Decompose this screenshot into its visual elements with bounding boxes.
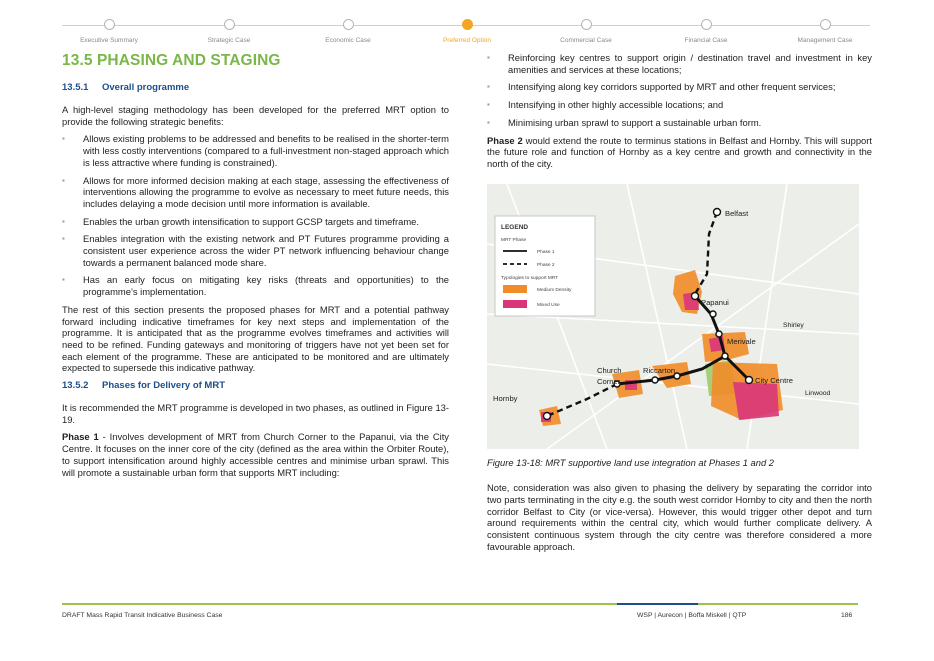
footer-authors: WSP | Aurecon | Boffa Miskell | QTP [637,612,747,619]
list-item-text: Enables the urban growth intensification to support GCSP targets and timeframe. [83,215,419,227]
bullet-icon: ▪ [62,175,65,185]
label-merivale: Merivale [727,336,756,346]
list-item [487,81,872,93]
step-label: Preferred Option [442,37,492,44]
label-church: Church [597,365,622,375]
note-paragraph: Note, consideration was also given to phasing the delivery by separating the corridor into two parts terminating in the city e.g. the south west corridor Hornby to city and then the north corridor Belfast to City (or vice-versa). However, this would trigger other depot and turn around requirements within the central city, which would further complicate delivery. A consistent continuous system through the city centre was therefore considered a more favourable approach. [487,482,872,552]
nav-step-management-case[interactable] [760,19,890,44]
intro-paragraph: A high-level staging methodology has been developed for the preferred MRT option to provide the following strategic benefits: [62,104,449,127]
list-item-text: Enables integration with the existing network and PT Futures programme providing a consistent user experience across the wider PT network influencing behaviour change towards a permanent balanced mode share. [83,233,449,268]
phase1-text: - Involves development of MRT from Church Corner to the Papanui, via the City Centre. It focuses on the inner core of the city (defined as the area within the Orbiter Route), to support intensification around highly accessible centres and minimise urban sprawl. This will promote a sustainable urban form that supports MRT including: [62,431,449,478]
step-label: Economic Case [325,37,371,44]
list-item-text: Intensifying along key corridors supported by MRT and other frequent services; [508,81,836,93]
subsection-title: Phases for Delivery of MRT [102,380,226,392]
step-label: Management Case [797,37,853,44]
step-dot [224,19,235,30]
bullet-icon: ▪ [62,234,65,244]
phase1-paragraph [62,431,449,478]
nav-step-preferred-option[interactable] [402,19,532,44]
step-label: Financial Case [684,37,728,44]
bullet-icon: ▪ [487,53,490,62]
list-item-text: Allows for more informed decision making at each stage, assessing the effectiveness of interventions allowing the programme to evolve as necessary to meet future needs, this includes delaying a mode decision until more information is available. [83,174,449,209]
legend-mixed-use-swatch [503,300,527,308]
label-shirley: Shirley [783,321,804,329]
legend-phase2-label: Phase 2 [537,262,555,268]
map-svg [487,184,859,449]
progress-nav [62,14,870,50]
label-corner: Corner [597,376,621,386]
phase2-paragraph [487,135,872,170]
step-label: Executive Summary [80,37,138,44]
list-item [62,216,449,228]
step-label: Commercial Case [560,37,612,44]
list-item [62,175,449,210]
subsection-heading-phases [62,380,449,391]
phase2-text: would extend the route to terminus stations in Belfast and Hornby. This will support the future role and function of Hornby as a key centre and growth and connectivity in the north of the city. [487,134,872,169]
step-dot [820,19,831,30]
nav-step-financial-case[interactable] [641,19,771,44]
list-item [487,117,872,129]
subsection-number: 13.5.1 [62,82,89,93]
figure-caption: Figure 13-18: MRT supportive land use integration at Phases 1 and 2 [487,456,774,468]
phase2-label: Phase 2 [487,134,523,146]
list-item-text: Has an early focus on mitigating key risks (threats and opportunities) to the programme’s implementation. [83,274,449,298]
bullet-icon: ▪ [487,100,490,110]
phase1-label: Phase 1 [62,431,99,443]
list-item-text: Intensifying in other highly accessible locations; and [508,99,724,111]
legend-medium-density-label: Medium Density [537,287,572,293]
bullet-icon: ▪ [62,216,65,226]
list-item [487,52,872,75]
label-hornby: Hornby [493,393,518,403]
footer-rule-green [62,603,617,605]
legend-typology-heading: Typologies to support MRT [501,275,559,281]
right-column [487,52,872,559]
step-dot [581,19,592,30]
nav-step-strategic-case[interactable] [164,19,294,44]
legend-medium-density-swatch [503,285,527,293]
label-riccarton: Riccarton [643,365,676,375]
bullet-icon: ▪ [487,82,490,92]
footer-document-title: DRAFT Mass Rapid Transit Indicative Business Case [62,612,223,619]
list-item-text: Allows existing problems to be addressed and benefits to be realised in the shorter-term with less costly interventions (compared to a full-investment non-staged approach which is less attractive where funding is constrained). [83,133,449,168]
bullet-icon: ▪ [487,117,490,127]
list-item [62,133,449,168]
page-number: 186 [841,612,853,619]
bullet-icon: ▪ [62,134,65,144]
bullet-icon: ▪ [62,275,65,285]
rest-paragraph: The rest of this section presents the proposed phases for MRT and a potential pathway forward including indicative timeframes for key next steps and implementation of the programme. It is anticipated that as the programme evolves timeframes and activities will need to be refined. Funding gateways and monitoring of triggers have not yet been set for each element of the programme. These are anticipated to be monitored and are ultimately expected to supersede this indicative pathway. [62,303,449,374]
step-dot [104,19,115,30]
subsection-number: 13.5.2 [62,380,89,392]
legend-phase-heading: MRT Phase [501,237,527,243]
list-item-text: Minimising urban sprawl to support a sustainable urban form. [508,116,762,128]
nav-step-commercial-case[interactable] [521,19,651,44]
left-column [62,52,449,484]
label-papanui: Papanui [701,297,729,307]
mrt-land-use-map [487,184,859,449]
step-dot [343,19,354,30]
subsection-heading-overall-programme [62,82,449,93]
section-title: 13.5 PHASING AND STAGING [62,52,281,69]
legend-title: LEGEND [501,223,529,231]
benefits-list [62,133,449,297]
nav-step-economic-case[interactable] [283,19,413,44]
legend-mixed-use-label: Mixed Use [537,302,560,308]
list-item [487,99,872,111]
list-item [62,274,449,297]
label-linwood: Linwood [805,389,831,397]
list-item-text: Reinforcing key centres to support origin / destination travel and investment in key amenities and services at these locations; [508,52,872,75]
subsection-title: Overall programme [102,82,190,93]
step-dot-active [462,19,473,30]
label-city-centre: City Centre [755,375,793,385]
step-label: Strategic Case [207,37,251,44]
nav-step-executive-summary[interactable] [44,19,174,44]
step-dot [701,19,712,30]
footer-rule-blue [617,603,698,605]
list-item [62,233,449,268]
two-phases-paragraph: It is recommended the MRT programme is developed in two phases, as outlined in Figure 13-19. [62,402,449,425]
footer-rule-green-right [698,603,858,605]
legend-phase1-label: Phase 1 [537,249,555,255]
phase1-bullets [487,52,872,129]
label-belfast: Belfast [725,208,749,218]
